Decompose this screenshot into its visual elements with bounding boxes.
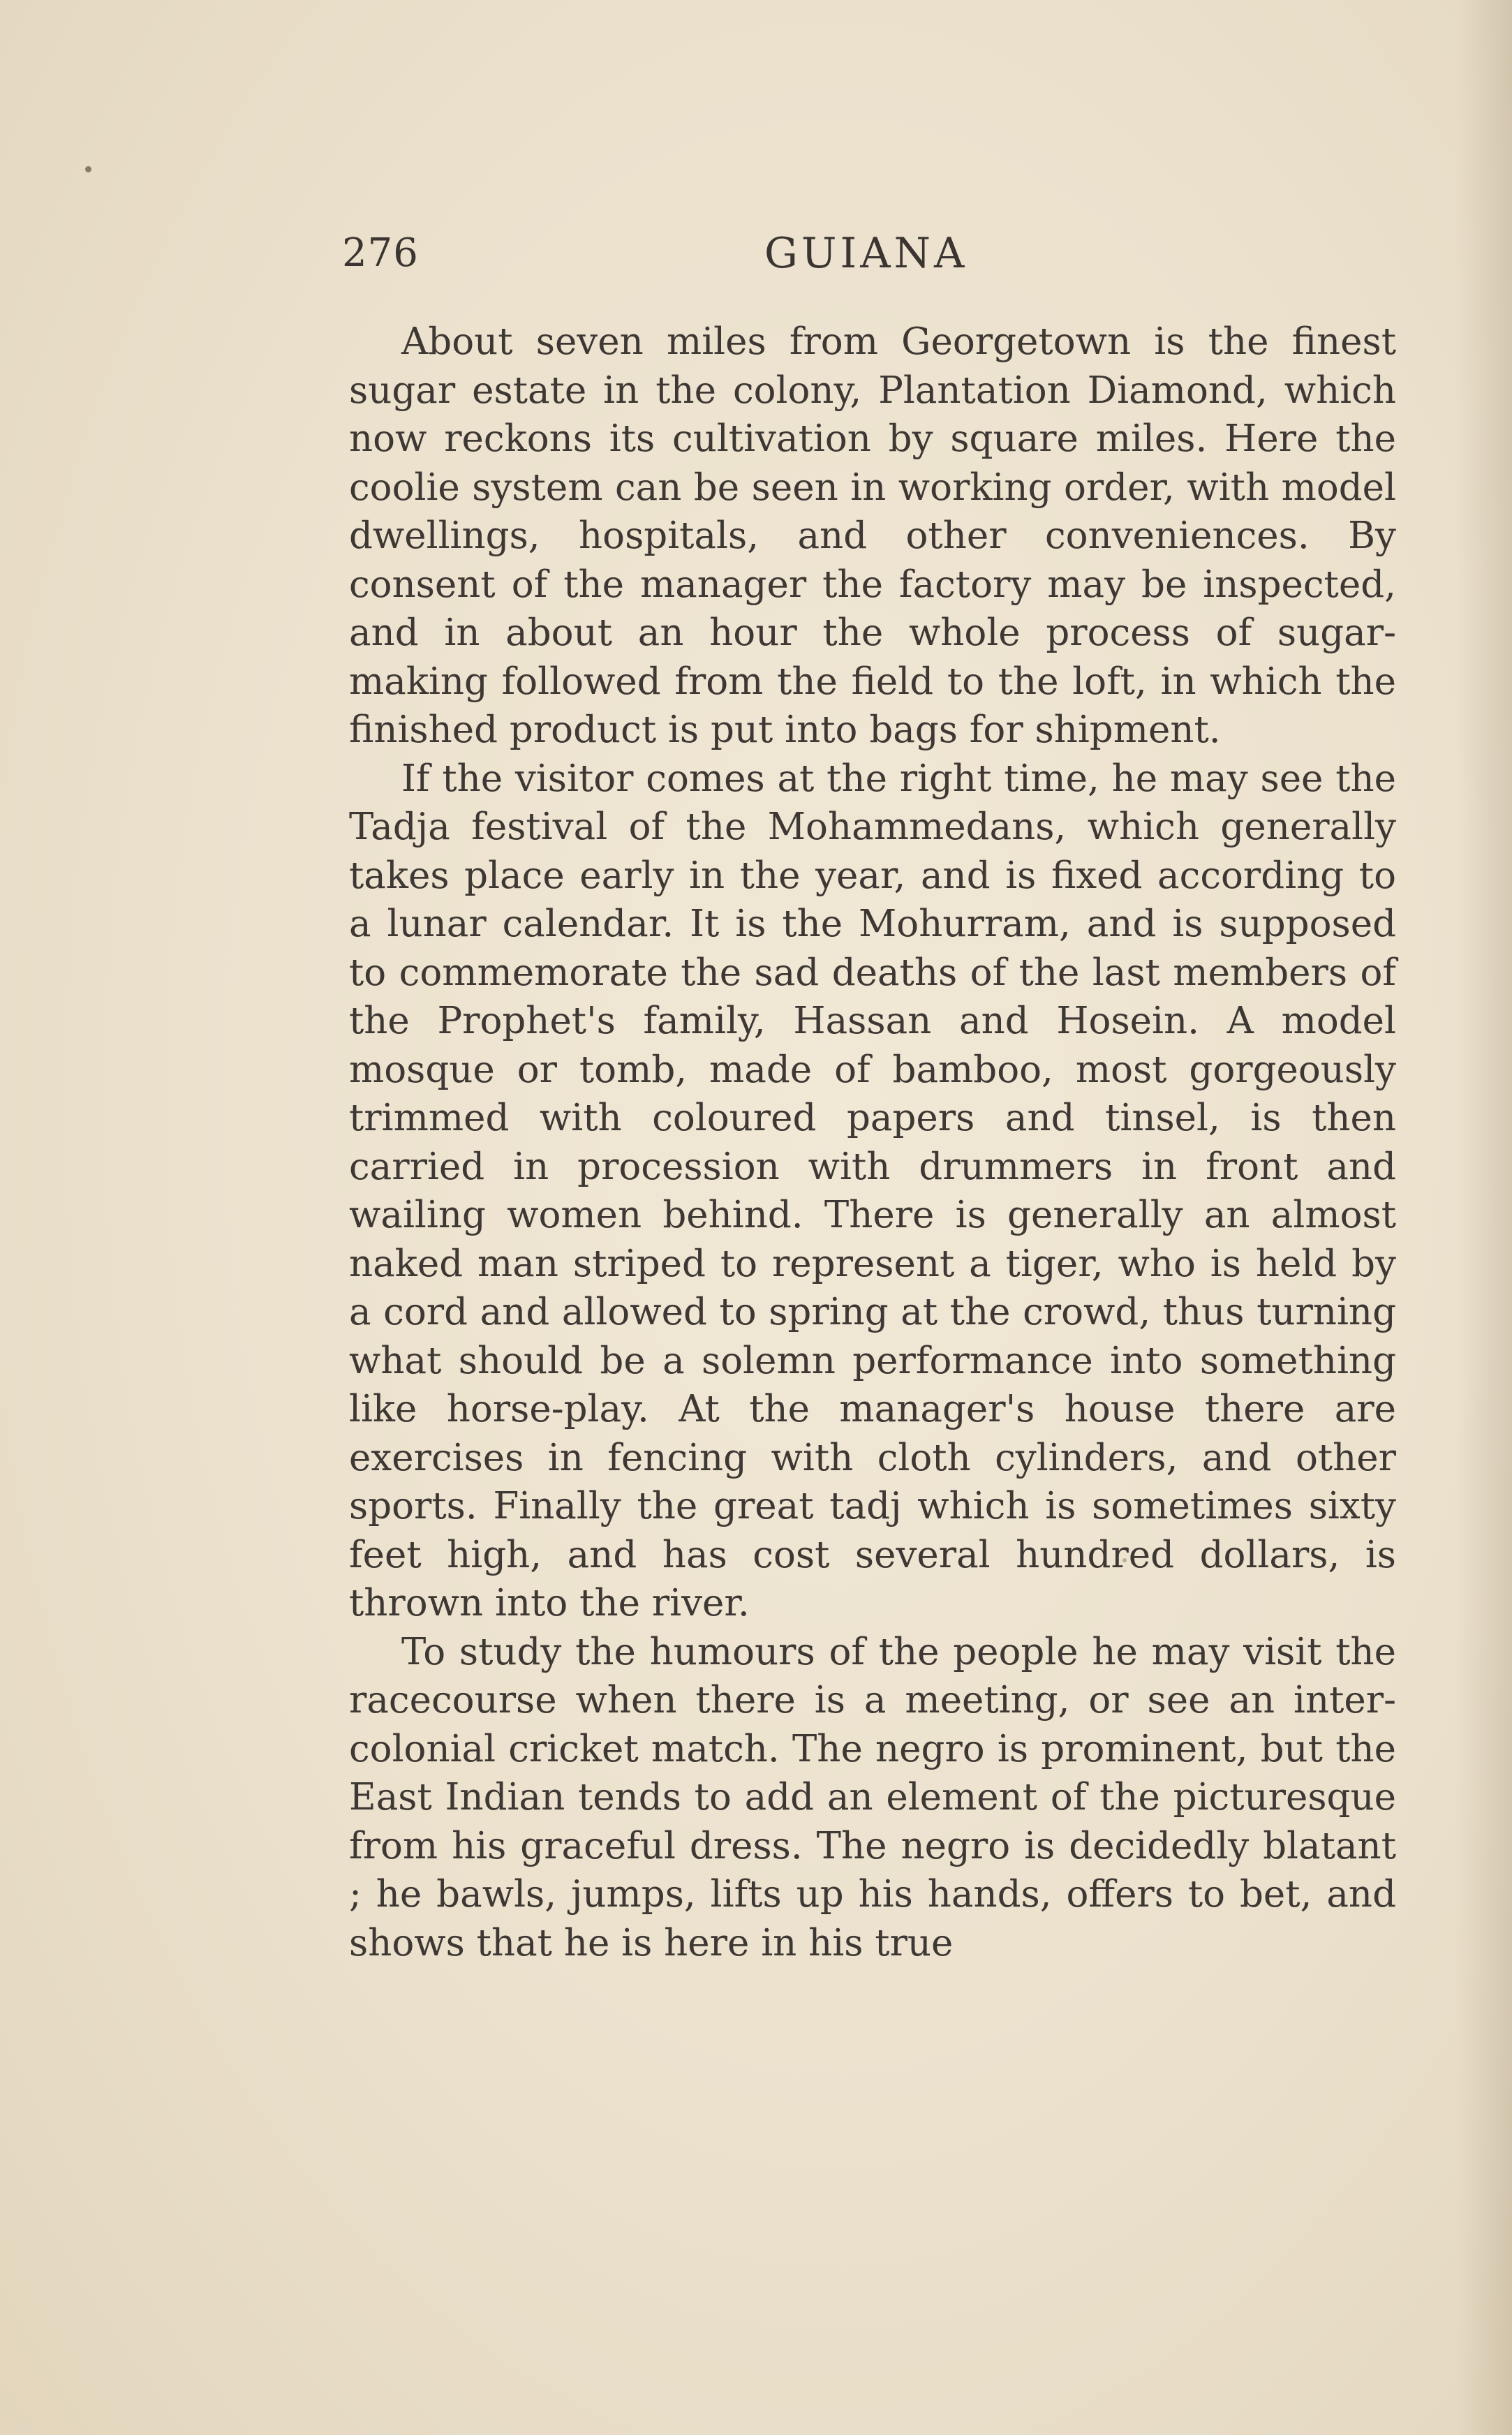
paper-speck bbox=[85, 166, 91, 172]
paragraph: If the visitor comes at the right time, he may see the Tadja festival of the Mohammedans, which generally takes place early in the year, and is fixed according to a lunar calendar. It is the Mohurram, and is supposed to commemorate the sad deaths of the last members of the Prophet's family, Hassan and Hosein. A model mosque or tomb, made of bamboo, most gorgeously trimmed with coloured papers and tinsel, is then carried in procession with drummers in front and wailing women behind. There is generally an almost naked man striped to represent a tiger, who is held by a cord and allowed to spring at the crowd, thus turning what should be a solemn performance into something like horse-play. At the manager's house there are exercises in fencing with cloth cylinders, and other sports. Finally the great tadj which is sometimes sixty feet high, and has cost several hundred dollars, is thrown into the river. bbox=[349, 757, 1396, 1624]
page-header bbox=[342, 222, 1403, 285]
paragraph: To study the humours of the people he may visit the racecourse when there is a meeting, or see an inter-colonial cricket match. The negro is prominent, but the East Indian tends to add an element of the picturesque from his graceful dress. The negro is decidedly blatant ; he bawls, jumps, lifts up his hands, offers to bet, and shows that he is here in his true bbox=[349, 1630, 1396, 1964]
paragraph: About seven miles from Georgetown is the finest sugar estate in the colony, Plantation Diamond, which now reckons its cultivation by square miles. Here the coolie system can be seen in working order, with model dwellings, hospitals, and other conveniences. By consent of the manager the factory may be inspected, and in about an hour the whole process of sugar-making followed from the field to the loft, in which the finished product is put into bags for shipment. bbox=[349, 320, 1396, 751]
body-text bbox=[349, 318, 1396, 1967]
running-title: GUIANA bbox=[764, 229, 968, 278]
page-number: 276 bbox=[342, 230, 419, 276]
page-edge-shadow bbox=[1456, 0, 1512, 2435]
